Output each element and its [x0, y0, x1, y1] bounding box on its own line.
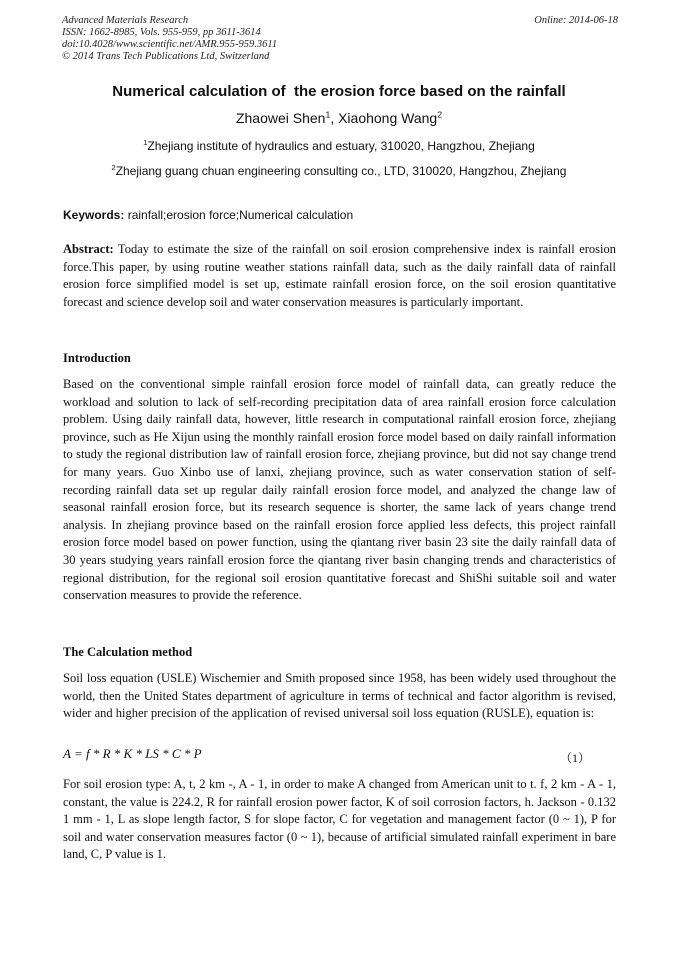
introduction-paragraph: Based on the conventional simple rainfall erosion force model of rainfall data, can greatly reduce the workload and solution to lack of self-recording precipitation data of area rainfall erosion force calculation problem. Using daily rainfall data, however, little research in computational rainfall erosion force, zhejiang province, such as He Xijun using the monthly rainfall erosion force model based on daily rainfall information to study the regional distribution law of rainfall erosion force, zhejiang province, but did not say change trend for many years. Guo Xinbo use of lanxi, zhejiang province, such as water conservation station of self-recording rainfall data set up regular daily rainfall erosion force model, and analyzed the change law of seasonal rainfall erosion force, but its research sequence is shorter, the same lack of years change trend analysis. In zhejiang province based on the rainfall erosion force applied less defects, this project rainfall erosion force model based on power function, using the qiantang river basin 23 site the daily rainfall data of 30 years studying years rainfall erosion force the qiantang river basin changing trends and characteristics of regional distribution, for the regional soil erosion quantitative forecast and ShiShi suitable soil and water conservation measures to provide the reference. — [63, 377, 616, 603]
keywords — [63, 208, 618, 222]
keywords-label: Keywords: — [63, 208, 125, 222]
equation-number: （1） — [559, 751, 590, 765]
calculation-method-paragraph: Soil loss equation (USLE) Wischemier and Smith proposed since 1958, has been widely used throughout the world, then the United States department of agriculture in terms of technical and factor algorithm is revised, wider and higher precision of the application of revised universal soil loss equation (RUSLE), equation is: — [63, 671, 616, 721]
author-separator: , — [330, 110, 339, 126]
equation-explanation-paragraph: For soil erosion type: A, t, 2 km -, A - 1, in order to make A changed from American unit to t. f, 2 km - A - 1, constant, the value is 224.2, R for rainfall erosion power factor, K of soil corrosion factors, h. Jackson - 0.132 1 mm - 1, L as slope length factor, S for slope factor, C for vegetation and management factor (0 ~ 1), P for soil and water conservation measures factor (0 ~ 1), because of artificial simulated rainfall experiment in bare land, C, P value is 1. — [63, 777, 616, 862]
affiliation-text: Zhejiang institute of hydraulics and estuary, 310020, Hangzhou, Zhejiang — [147, 139, 535, 153]
affiliation-text: Zhejiang guang chuan engineering consulting co., LTD, 310020, Hangzhou, Zhejiang — [115, 164, 567, 178]
journal-header — [62, 15, 618, 63]
copyright-line: © 2014 Trans Tech Publications Ltd, Switzerland — [62, 51, 270, 62]
abstract-text: Today to estimate the size of the rainfall on soil erosion comprehensive index is rainfall erosion force.This paper, by using routine weather stations rainfall data, such as the daily rainfall data of rainfall erosion force simplified model is set up, estimate rainfall erosion force, on the soil erosion quantitative forecast and science develop soil and water conservation measures is particularly important. — [63, 242, 616, 309]
affiliation-mark: 2 — [111, 163, 116, 172]
keywords-text: rainfall;erosion force;Numerical calculation — [124, 208, 354, 222]
author-name: Xiaohong Wang — [338, 110, 438, 126]
issn-line: ISSN: 1662-8985, Vols. 955-959, pp 3611-3614 — [62, 27, 261, 38]
author-affiliation-mark: 1 — [325, 109, 331, 120]
introduction-heading: Introduction — [63, 351, 131, 365]
abstract — [63, 241, 616, 311]
affiliation-1 — [0, 139, 678, 153]
online-date: Online: 2014-06-18 — [534, 15, 618, 26]
author-affiliation-mark: 2 — [437, 109, 443, 120]
journal-name: Advanced Materials Research — [62, 15, 189, 26]
affiliation-2 — [0, 164, 678, 178]
author-name: Zhaowei Shen — [235, 110, 326, 126]
calculation-method-heading: The Calculation method — [63, 645, 193, 659]
abstract-label: Abstract: — [63, 242, 114, 256]
paper-title: Numerical calculation of the erosion force based on the rainfall — [112, 83, 566, 100]
equation: A = f * R * K * LS * C * P — [63, 746, 202, 761]
affiliation-mark: 1 — [143, 138, 148, 147]
author-line — [0, 110, 678, 126]
doi-line: doi:10.4028/www.scientific.net/AMR.955-959.3611 — [62, 39, 278, 50]
